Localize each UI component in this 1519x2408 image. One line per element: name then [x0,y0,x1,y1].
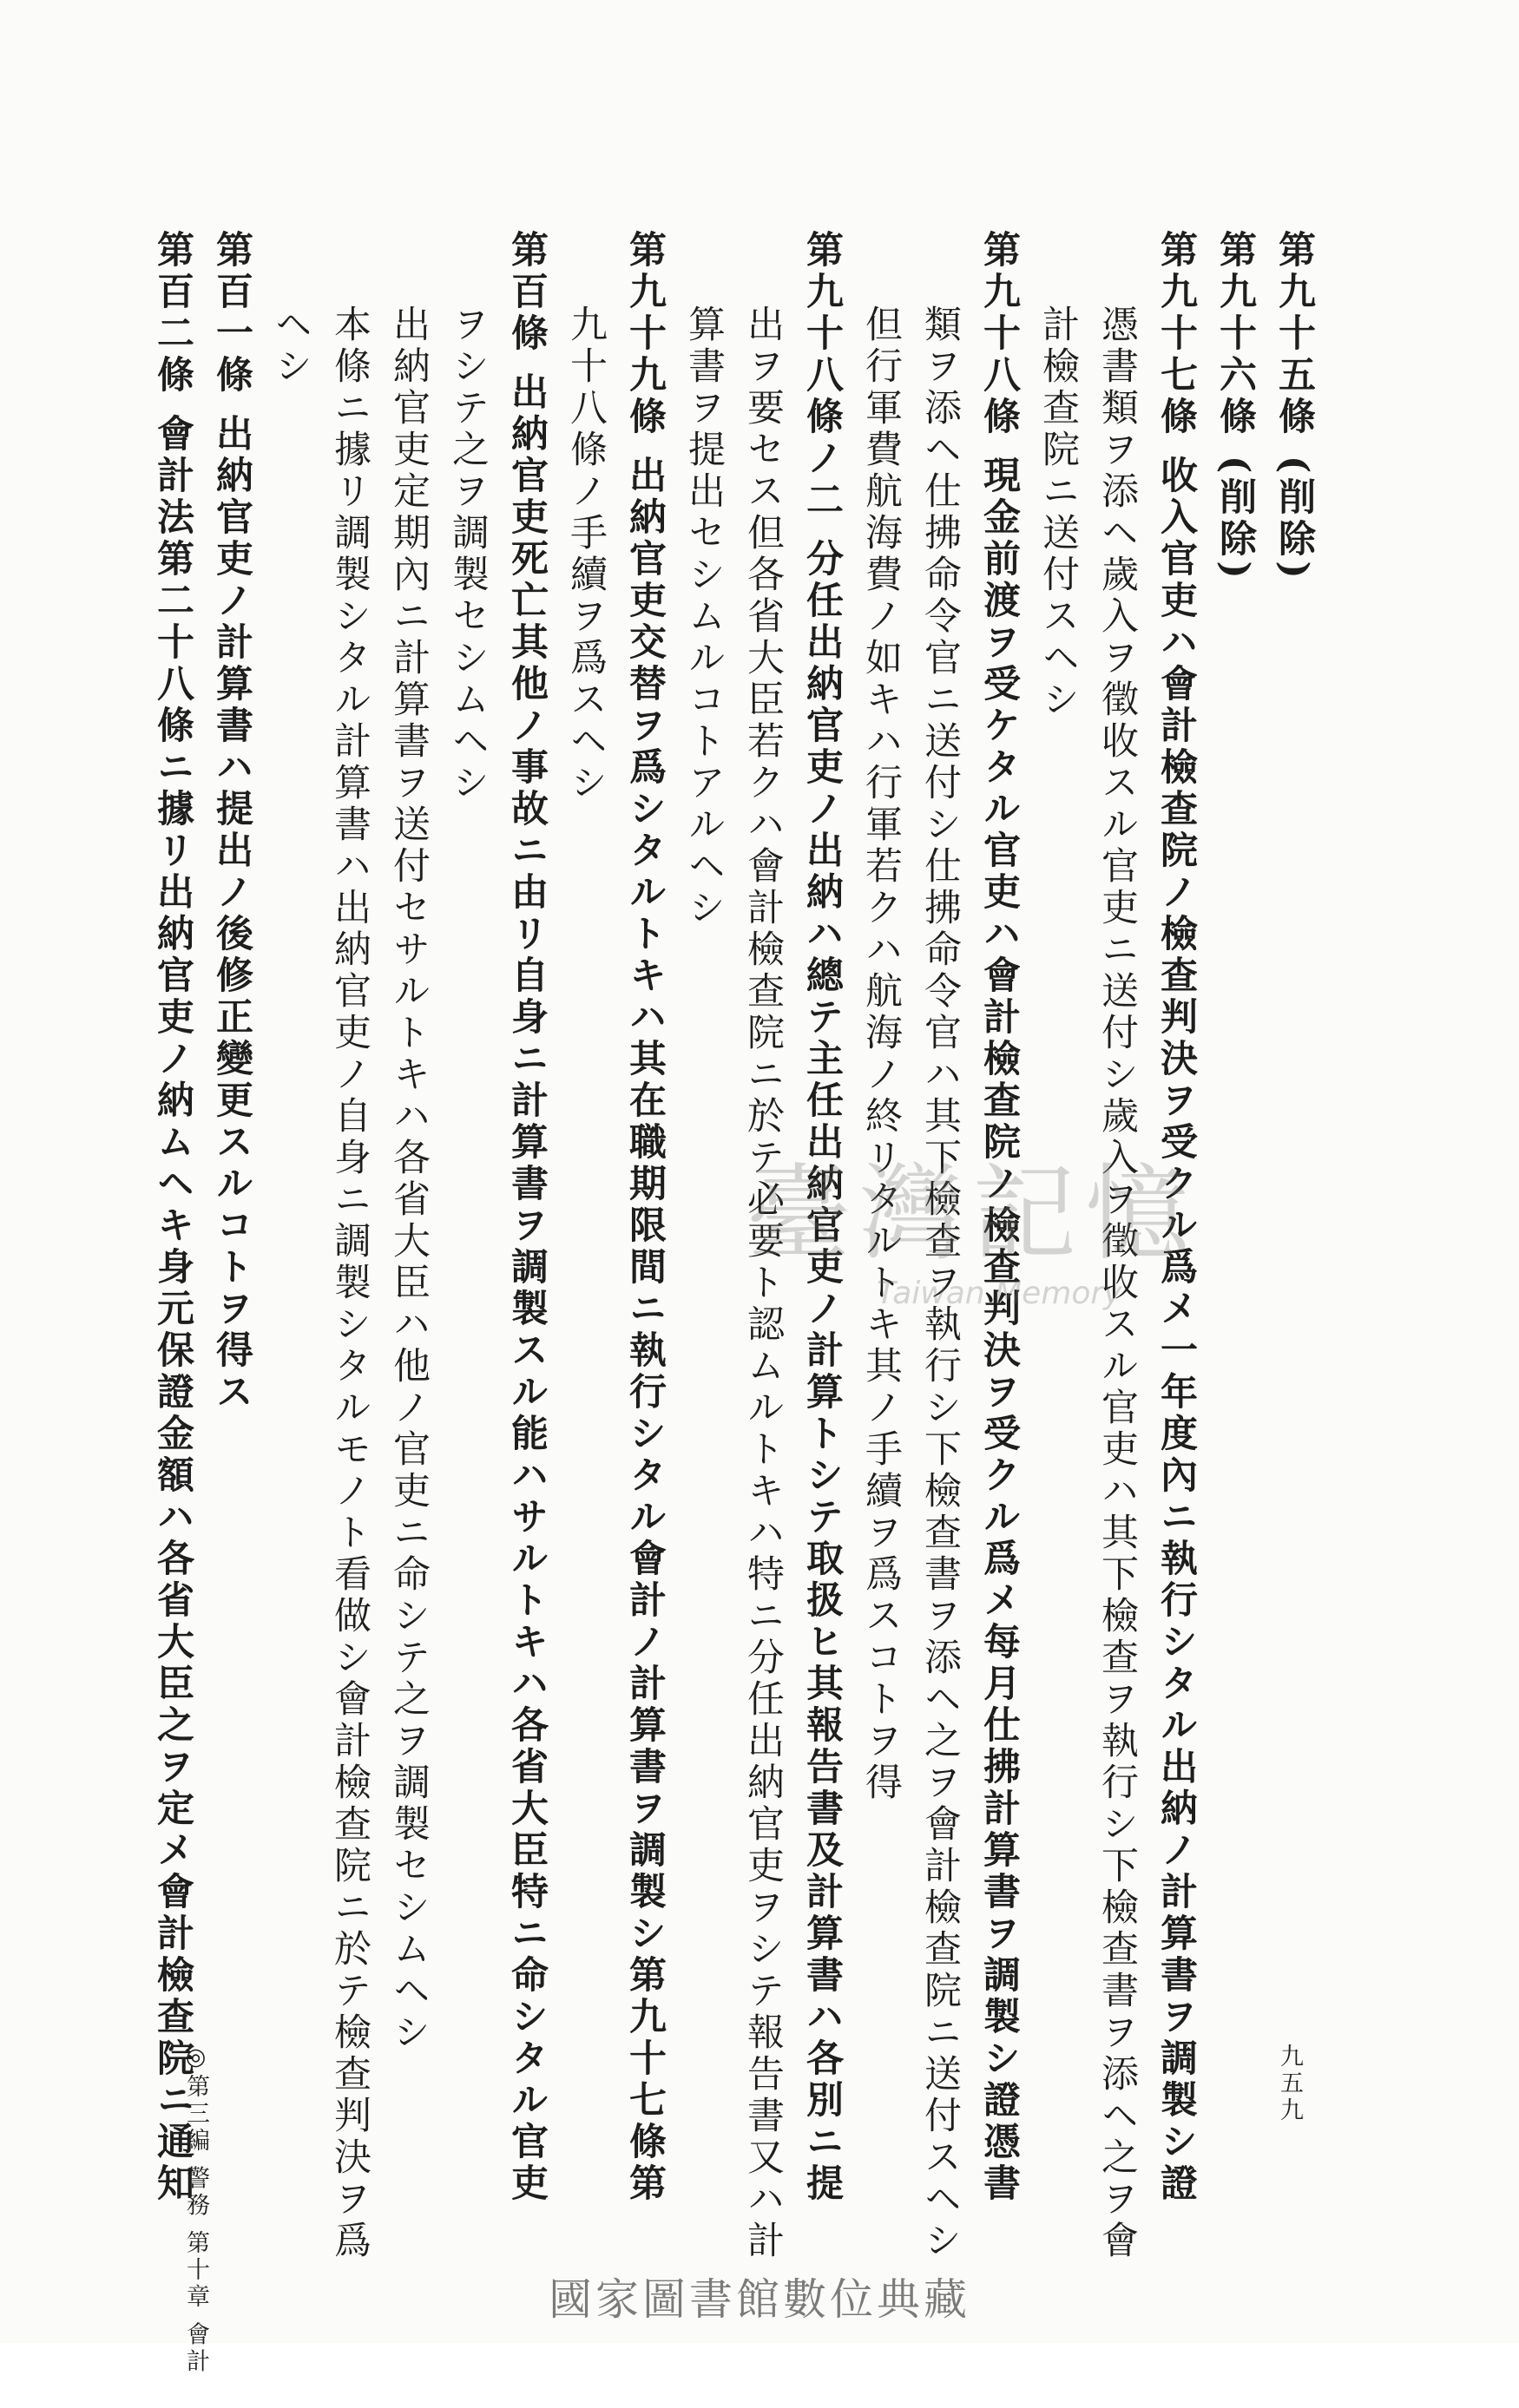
article-97-cont-2: 計檢查院ニ送付スヘシ [1036,305,1080,721]
watermark-english: Taiwan Memory [877,1276,1122,1311]
article-98: 第九十八條 現金前渡ヲ受ケタル官吏ハ會計檢查院ノ檢查判決ヲ受クル爲メ每月仕拂計算書ヲ調製シ證憑書 [977,230,1021,2205]
article-98-cont-1: 類ヲ添ヘ仕拂命令官ニ送付シ仕拂命令官ハ其下檢查ヲ執行シ下檢查書ヲ添ヘ之ヲ會計檢查院ニ送付スヘシ [918,305,962,2262]
article-99: 第九十九條 出納官吏交替ヲ爲シタルトキハ其在職期限間ニ執行シタル會計ノ計算書ヲ調製シ第九十七條第 [623,230,667,2205]
article-95: 第九十五條 (削除) [1272,230,1316,583]
chapter-heading: ◎第三編 警務 第十章 會計 [182,2044,209,2376]
article-98-proviso: 但行軍費航海費ノ如キハ行軍若クハ航海ノ終リタルトキ其ノ手續ヲ爲スコトヲ得 [859,305,903,1804]
article-101: 第百一條 出納官吏ノ計算書ハ提出ノ後修正變更スルコトヲ得ス [210,230,253,1414]
page-number: 九五九 [1276,2044,1303,2124]
article-100-para-3: 本條ニ據リ調製シタル計算書ハ出納官吏ノ自身ニ調製シタルモノト看做シ會計檢查院ニ於テ檢查判決ヲ爲 [328,305,372,2262]
article-99-cont: 九十八條ノ手續ヲ爲スヘシ [564,305,608,804]
article-100-para-3-cont: ヘシ [269,305,312,388]
article-96: 第九十六條 (削除) [1213,230,1257,583]
watermark-chinese: 臺灣記憶 [746,1154,1198,1275]
watermark-logo [746,1154,1285,1328]
article-97-cont-1: 憑書類ヲ添ヘ歲入ヲ徵收スル官吏ニ送付シ歲入ヲ徵收スル官吏ハ其下檢查ヲ執行シ下檢查書ヲ添ヘ之ヲ會 [1095,305,1139,2262]
article-98-2: 第九十八條ノ二 分任出納官吏ノ出納ハ總テ主任出納官吏ノ計算トシテ取扱ヒ其報告書及計算書ハ各別ニ提 [800,230,844,2205]
article-102: 第百二條 會計法第二十八條ニ據リ出納官吏ノ納ムヘキ身元保證金額ハ各省大臣之ヲ定メ會計檢查院ニ通知 [151,230,194,2205]
article-97: 第九十七條 收入官吏ハ會計檢查院ノ檢查判決ヲ受クル爲メ一年度內ニ執行シタル出納ノ計算書ヲ調製シ證 [1154,230,1198,2205]
article-98-2-cont-2: 算書ヲ提出セシムルコトアルヘシ [682,305,726,929]
article-100: 第百條 出納官吏死亡其他ノ事故ニ由リ自身ニ計算書ヲ調製スル能ハサルトキハ各省大臣特ニ命シタル官吏 [505,230,549,2205]
archive-credit: 國家圖書館數位典藏 [549,2274,970,2325]
article-100-cont-1: ヲシテ之ヲ調製セシムヘシ [446,305,490,804]
article-98-2-cont-1: 出ヲ要セス但各省大臣若クハ會計檢查院ニ於テ必要ト認ムルトキハ特ニ分任出納官吏ヲシテ報告書又ハ計 [741,305,785,2262]
article-100-para-2: 出納官吏定期內ニ計算書ヲ送付セサルトキハ各省大臣ハ他ノ官吏ニ命シテ之ヲ調製セシムヘシ [387,305,431,2054]
